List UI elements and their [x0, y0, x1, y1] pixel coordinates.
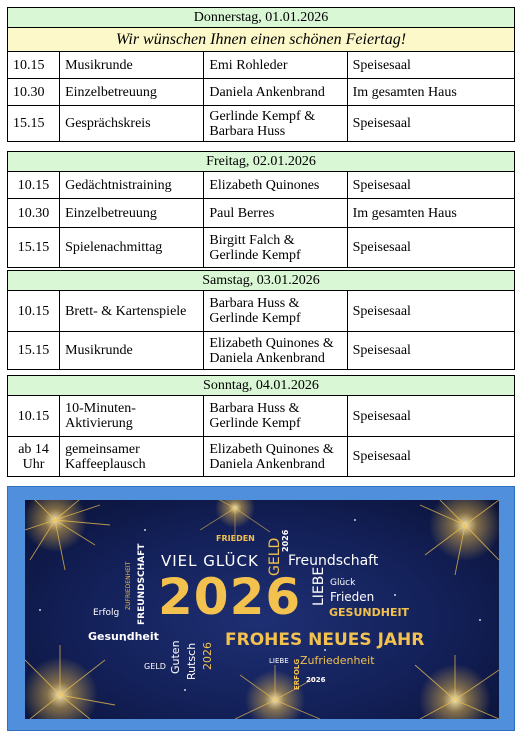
word-viel-glueck: VIEL GLÜCK [161, 552, 259, 570]
word-guten: Guten [169, 640, 182, 674]
word-year-vertical: 2026 [201, 642, 214, 670]
word-frieden: Frieden [330, 590, 375, 604]
staff-cell: Elizabeth Quinones & Daniela Ankenbrand [204, 437, 347, 477]
location-cell: Im gesamten Haus [347, 79, 514, 106]
firework-burst-bottom-center [235, 665, 320, 719]
word-frieden-small: FRIEDEN [216, 534, 255, 543]
activity-cell: Einzelbetreuung [60, 199, 204, 228]
day-table-sunday [7, 375, 515, 477]
staff-cell: Elizabeth Quinones [204, 172, 347, 199]
word-freundschaft: Freundschaft [288, 553, 379, 569]
table-row [8, 79, 515, 106]
activity-cell: Musikrunde [60, 52, 204, 79]
day-header: Freitag, 02.01.2026 [8, 152, 515, 172]
activity-cell: 10-Minuten-Aktivierung [60, 396, 204, 437]
day-header: Samstag, 03.01.2026 [8, 271, 515, 291]
table-row [8, 52, 515, 79]
activity-cell: Gesprächskreis [60, 106, 204, 142]
table-row [8, 199, 515, 228]
location-cell: Speisesaal [347, 172, 514, 199]
activity-cell: Spielenachmittag [60, 228, 204, 268]
word-year-small-top: 2026 [281, 529, 290, 552]
activity-cell: Gedächtnistraining [60, 172, 204, 199]
location-cell: Speisesaal [347, 437, 514, 477]
table-row [8, 332, 515, 370]
time-cell: 15.15 [8, 332, 60, 370]
location-cell: Speisesaal [347, 291, 514, 332]
new-year-banner-frame [7, 486, 515, 731]
word-geld-small: GELD [144, 662, 166, 671]
staff-cell: Birgitt Falch & Gerlinde Kempf [204, 228, 347, 268]
time-cell: 10.15 [8, 291, 60, 332]
time-cell: 10.30 [8, 79, 60, 106]
word-zufriedenheit-vertical: ZUFRIEDENHEIT [125, 561, 132, 610]
year-2026: 2026 [158, 568, 302, 626]
word-glueck: Glück [330, 578, 356, 588]
time-cell: 10.15 [8, 52, 60, 79]
staff-cell: Emi Rohleder [204, 52, 347, 79]
staff-cell: Barbara Huss & Gerlinde Kempf [204, 291, 347, 332]
table-row [8, 172, 515, 199]
day-table-saturday [7, 270, 515, 370]
day-header: Sonntag, 04.01.2026 [8, 376, 515, 396]
word-liebe-vertical: LIEBE [311, 566, 327, 606]
new-year-banner [25, 500, 499, 719]
staff-cell: Elizabeth Quinones & Daniela Ankenbrand [204, 332, 347, 370]
activity-cell: gemeinsamer Kaffeeplausch [60, 437, 204, 477]
location-cell: Speisesaal [347, 228, 514, 268]
location-cell: Speisesaal [347, 396, 514, 437]
word-zufriedenheit: Zufriedenheit [300, 654, 375, 667]
firework-burst-top-right [420, 500, 499, 575]
activity-cell: Brett- & Kartenspiele [60, 291, 204, 332]
activity-cell: Musikrunde [60, 332, 204, 370]
location-cell: Speisesaal [347, 332, 514, 370]
word-year-small-bottom: 2026 [306, 676, 326, 684]
location-cell: Speisesaal [347, 106, 514, 142]
table-row [8, 106, 515, 142]
staff-cell: Barbara Huss & Gerlinde Kempf [204, 396, 347, 437]
holiday-wish: Wir wünschen Ihnen einen schönen Feiertag! [8, 28, 515, 52]
table-row [8, 291, 515, 332]
time-cell: 10.15 [8, 396, 60, 437]
table-row [8, 228, 515, 268]
word-liebe-small: LIEBE [269, 657, 289, 665]
time-cell: ab 14 Uhr [8, 437, 60, 477]
staff-cell: Paul Berres [204, 199, 347, 228]
word-rutsch: Rutsch [185, 642, 198, 680]
table-row [8, 437, 515, 477]
time-cell: 15.15 [8, 106, 60, 142]
word-erfolg-small: ERFOLG [293, 658, 301, 690]
staff-cell: Gerlinde Kempf & Barbara Huss [204, 106, 347, 142]
firework-burst-bottom-right [415, 655, 499, 719]
word-erfolg: Erfolg [93, 608, 120, 618]
day-table-thursday [7, 7, 515, 142]
word-gesundheit-caps: GESUNDHEIT [329, 606, 410, 619]
time-cell: 10.15 [8, 172, 60, 199]
location-cell: Im gesamten Haus [347, 199, 514, 228]
time-cell: 10.30 [8, 199, 60, 228]
location-cell: Speisesaal [347, 52, 514, 79]
greeting-frohes-neues-jahr: FROHES NEUES JAHR [225, 630, 425, 650]
word-gesundheit: Gesundheit [88, 630, 159, 643]
firework-burst-bottom-left [25, 645, 115, 719]
day-header: Donnerstag, 01.01.2026 [8, 8, 515, 28]
table-row [8, 396, 515, 437]
word-geld-vertical: GELD [267, 537, 283, 576]
activity-cell: Einzelbetreuung [60, 79, 204, 106]
time-cell: 15.15 [8, 228, 60, 268]
day-table-friday [7, 151, 515, 268]
firework-burst-top-left [25, 500, 110, 570]
word-freundschaft-vertical: FREUNDSCHAFT [137, 543, 147, 625]
staff-cell: Daniela Ankenbrand [204, 79, 347, 106]
